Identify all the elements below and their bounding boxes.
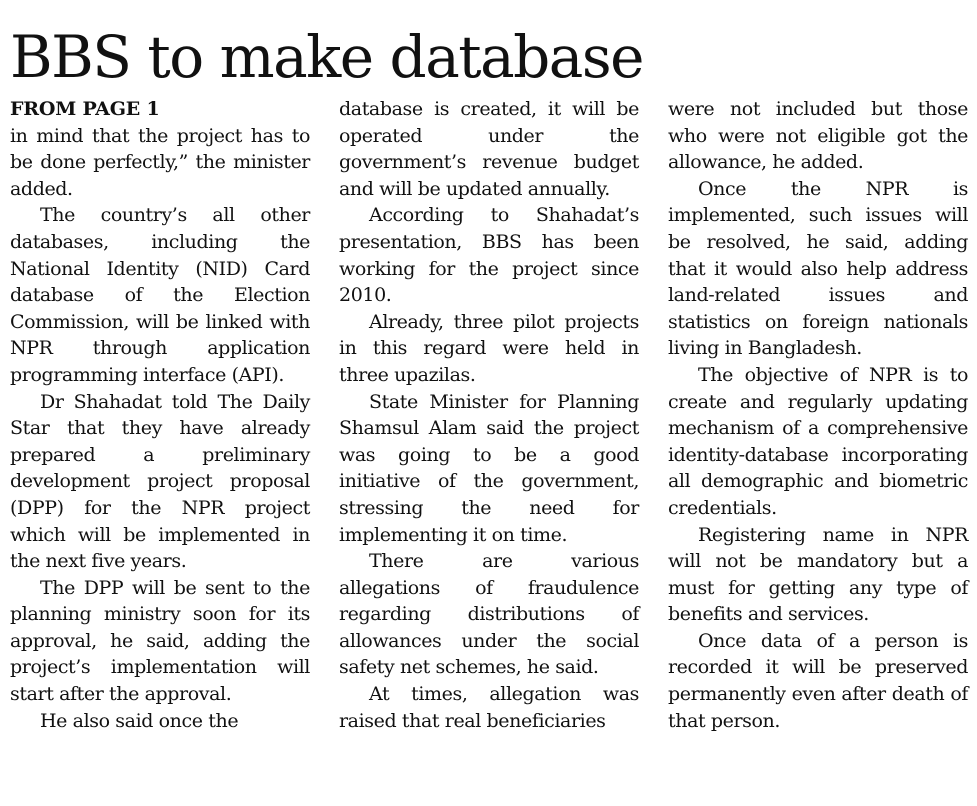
paragraph: in mind that the project has to be done perfectly,” the minister added. [10, 124, 310, 200]
continued-from-label: FROM PAGE 1 [10, 98, 160, 120]
paragraph: database is created, it will be operated under the government’s revenue budget and will be updated annually. [339, 98, 639, 200]
article-column-2 [339, 96, 639, 734]
paragraph: The country’s all other databases, including the National Identity (NID) Card database of the Election Commission, will be linked with NPR through application programming interface (API). [10, 204, 310, 386]
paragraph: Once the NPR is implemented, such issues will be resolved, he said, adding that it would also help address land-related issues and statistics on foreign nationals living in Bangladesh. [668, 177, 968, 360]
paragraph: The objective of NPR is to create and regularly updating mechanism of a comprehensive identity-database incorporating all demographic and biometric credentials. [668, 363, 968, 519]
paragraph: Once data of a person is recorded it will be preserved permanently even after death of that person. [668, 629, 968, 732]
paragraph: At times, allegation was raised that real beneficiaries [339, 683, 639, 732]
paragraph: According to Shahadat’s presentation, BBS has been working for the project since 2010. [339, 204, 639, 307]
article-column-1 [10, 96, 310, 734]
paragraph: The DPP will be sent to the planning ministry soon for its approval, he said, adding the project’s implementation will start after the approval. [10, 576, 310, 706]
headline: BBS to make database [10, 23, 643, 91]
article-column-3 [668, 96, 968, 734]
paragraph: were not included but those who were not eligible got the allowance, he added. [668, 98, 968, 174]
paragraph: Dr Shahadat told The Daily Star that they have already prepared a preliminary development project proposal (DPP) for the NPR project which will be implemented in the next five years. [10, 390, 310, 573]
paragraph: Registering name in NPR will not be mandatory but a must for getting any type of benefits and services. [668, 523, 968, 626]
paragraph: He also said once the [40, 709, 239, 732]
paragraph: Already, three pilot projects in this regard were held in three upazilas. [339, 310, 639, 386]
paragraph: State Minister for Planning Shamsul Alam said the project was going to be a good initiative of the government, stressing the need for implementing it on time. [339, 390, 639, 546]
paragraph: There are various allegations of fraudulence regarding distributions of allowances under the social safety net schemes, he said. [339, 550, 639, 679]
